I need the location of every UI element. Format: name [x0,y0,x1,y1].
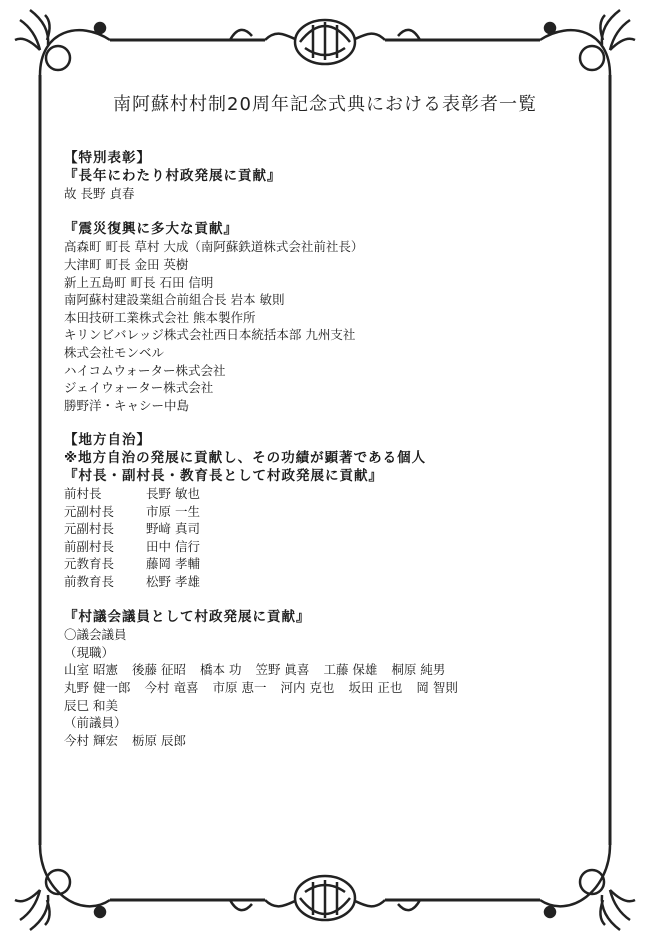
member-name: 岡 智則 [416,680,458,696]
official-row [64,573,604,591]
official-role: 元副村長 [64,503,115,519]
special-awardee: 故 長野 貞春 [64,186,135,202]
member-name: 今村 竜喜 [144,680,199,696]
member-name: 坂田 正也 [348,680,403,696]
list-item: 勝野洋・キャシー中島 [64,397,190,413]
section-heading-council: 『村議会議員として村政発展に貢献』 [64,608,311,625]
official-role: 元教育長 [64,556,115,572]
official-name: 松野 孝雄 [146,574,200,590]
member-row [64,732,604,750]
section-subheading-local: 『村長・副村長・教育長として村政発展に貢献』 [64,467,383,484]
official-row [64,485,604,503]
corner-ornament-top-left [15,10,110,75]
current-members-label: （現職） [64,644,115,660]
list-item: 高森町 町長 草村 大成（南阿蘇鉄道株式会社前社長） [64,239,364,255]
member-name: 工藤 保雄 [323,662,378,678]
page-title: 南阿蘇村村制20周年記念式典における表彰者一覧 [113,94,537,115]
council-group-label: 〇議会議員 [64,627,127,643]
official-role: 前教育長 [64,574,115,590]
section-heading-special: 【特別表彰】 [64,150,151,166]
member-row [64,679,604,697]
section-note-local: ※地方自治の発展に貢献し、その功績が顕著である個人 [64,449,427,466]
member-name: 市原 恵一 [212,680,267,696]
list-item: ハイコムウォーター株式会社 [64,362,226,378]
bottom-flower-ornament [230,876,420,920]
member-row [64,697,604,715]
member-name: 桐原 純男 [391,662,446,678]
official-row [64,555,604,573]
official-role: 前副村長 [64,538,115,554]
former-members-label: （前議員） [64,715,127,731]
list-item: 新上五島町 町長 石田 信明 [64,274,214,290]
official-name: 藤岡 孝輔 [146,556,200,572]
official-role: 前村長 [64,486,102,502]
official-row [64,538,604,556]
list-item: キリンビバレッジ株式会社西日本統括本部 九州支社 [64,327,356,343]
official-name: 田中 信行 [146,538,200,554]
section-heading-disaster: 『震災復興に多大な貢献』 [64,220,238,237]
member-name: 河内 克也 [280,680,335,696]
list-item: 大津町 町長 金田 英樹 [64,256,189,272]
member-name: 栃原 辰郎 [131,732,186,748]
list-item: 本田技研工業株式会社 熊本製作所 [64,309,256,325]
member-row [64,661,604,679]
corner-ornament-bottom-right [540,845,635,930]
official-name: 野﨑 真司 [146,521,200,537]
member-name: 丸野 健一郎 [64,680,131,696]
awardee-list [64,150,604,749]
member-name: 今村 輝宏 [64,732,118,748]
member-name: 橋本 功 [199,662,242,678]
list-item: 南阿蘇村建設業組合前組合長 岩本 敏則 [64,292,285,308]
member-name: 辰巳 和美 [64,697,118,713]
official-row [64,503,604,521]
member-name: 笠野 眞喜 [255,662,310,678]
list-item: 株式会社モンベル [64,344,165,360]
top-flower-ornament [230,20,420,64]
section-heading-local: 【地方自治】 [64,432,151,449]
official-name: 市原 一生 [146,503,200,519]
corner-ornament-top-right [540,10,635,75]
official-row [64,520,604,538]
member-name: 山室 昭憲 [64,662,118,678]
list-item: ジェイウォーター株式会社 [64,380,214,396]
corner-ornament-bottom-left [15,845,110,930]
section-subheading-special: 『長年にわたり村政発展に貢献』 [64,167,282,184]
official-name: 長野 敏也 [146,486,200,502]
member-name: 後藤 征昭 [131,662,186,678]
official-role: 元副村長 [64,521,115,537]
